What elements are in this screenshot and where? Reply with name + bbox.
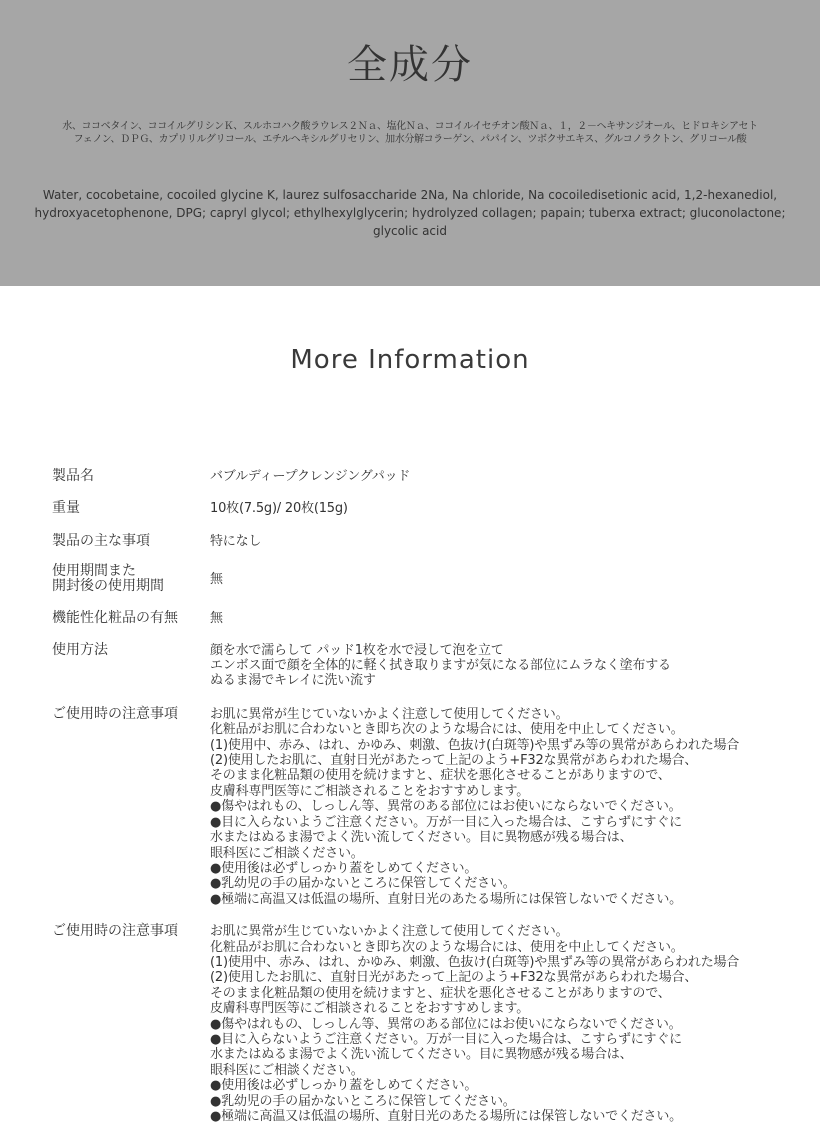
info-label: 使用方法 xyxy=(52,641,108,658)
info-table xyxy=(52,466,792,1124)
info-value: バブルディープクレンジングパッド xyxy=(210,469,411,484)
info-row-how-to-use xyxy=(52,643,792,689)
ingredients-section xyxy=(0,0,820,286)
info-row-product-name xyxy=(52,469,792,484)
info-value: 特になし xyxy=(210,533,262,549)
info-value: 無 xyxy=(210,572,223,588)
info-row-weight xyxy=(52,501,792,516)
info-row-usage-period xyxy=(52,564,792,594)
info-value: お肌に異常が生じていないかよく注意して使用してください。 化粧品がお肌に合わないとき即ち次のような場合には、使用を中止してください。 (1)使用中、赤み、はれ、かゆみ、刺激、色抜け(白斑等)や黒ずみ等の異常があらわれた場合 (2)使用したお肌に、直射日光があたって上記のよう+F32な異常があらわれた場合、 そのまま化粧品類の使用を続けますと、症状を悪化させることがありますので、 皮膚科専門医等にご相談されることをおすすめします。 ●傷やはれもの、しっしん等、異常のある部位にはお使いにならないでください。 ●目に入らないようご注意ください。万が一目に入った場合は、こすらずにすぐに 水またはぬるま湯でよく洗い流してください。目に異物感が残る場合は、 眼科医にご相談ください。 ●使用後は必ずしっかり蓋をしめてください。 ●乳幼児の手の届かないところに保管してください。 ●極端に高温又は低温の場所、直射日光のあたる場所には保管しないでください。 xyxy=(210,706,740,907)
more-information-title: More Information xyxy=(290,345,530,375)
info-label: 製品の主な事項 xyxy=(52,532,150,549)
info-row-precautions-2 xyxy=(52,924,792,1124)
info-row-main-notes xyxy=(52,534,792,549)
info-label: 使用期間また 開封後の使用期間 xyxy=(52,563,164,595)
info-label: ご使用時の注意事項 xyxy=(52,923,178,940)
info-value: お肌に異常が生じていないかよく注意して使用してください。 化粧品がお肌に合わないとき即ち次のような場合には、使用を中止してください。 (1)使用中、赤み、はれ、かゆみ、刺激、色抜け(白斑等)や黒ずみ等の異常があらわれた場合 (2)使用したお肌に、直射日光があたって上記のよう+F32な異常があらわれた場合、 そのまま化粧品類の使用を続けますと、症状を悪化させることがありますので、 皮膚科専門医等にご相談されることをおすすめします。 ●傷やはれもの、しっしん等、異常のある部位にはお使いにならないでください。 ●目に入らないようご注意ください。万が一目に入った場合は、こすらずにすぐに 水またはぬるま湯でよく洗い流してください。目に異物感が残る場合は、 眼科医にご相談ください。 ●使用後は必ずしっかり蓋をしめてください。 ●乳幼児の手の届かないところに保管してください。 ●極端に高温又は低温の場所、直射日光のあたる場所には保管しないでください。 xyxy=(210,924,740,1124)
info-label: ご使用時の注意事項 xyxy=(52,705,178,722)
info-label: 機能性化粧品の有無 xyxy=(52,610,178,627)
info-label: 製品名 xyxy=(52,468,94,484)
ingredients-title: 全成分 xyxy=(347,42,473,88)
info-row-precautions xyxy=(52,707,792,907)
info-value: 10枚(7.5g)/ 20枚(15g) xyxy=(210,501,348,517)
ingredients-english: Water, cocobetaine, cocoiled glycine K, laurez sulfosaccharide 2Na, Na chloride, Na cocoiledisetionic acid, 1,2-hexanediol, hydroxyacetophenone, DPG; capryl glycol; ethylhexylglycerin; hydrolyzed collagen; papain; tuberxa extract; gluconolactone; glycolic acid xyxy=(34,188,786,238)
info-row-functional-cosmetic xyxy=(52,611,792,626)
info-label: 重量 xyxy=(52,500,80,517)
info-value: 無 xyxy=(210,611,223,627)
info-value: 顔を水で濡らして パッド1枚を水で浸して泡を立て エンボス面で顔を全体的に軽く拭き取りますが気になる部位にムラなく塗布する ぬるま湯でキレイに洗い流す xyxy=(210,642,671,689)
ingredients-japanese: 水、ココベタイン、ココイルグリシンＫ、スルホコハク酸ラウレス２Ｎａ、塩化Ｎａ、ココイルイセチオン酸Ｎａ、１，２－ヘキサンジオール、ヒドロキシアセトフェノン、ＤＰＧ、カプリリルグリコール、エチルヘキシルグリセリン、加水分解コラーゲン、パパイン、ツボクサエキス、グルコノラクトン、グリコール酸 xyxy=(62,121,758,145)
